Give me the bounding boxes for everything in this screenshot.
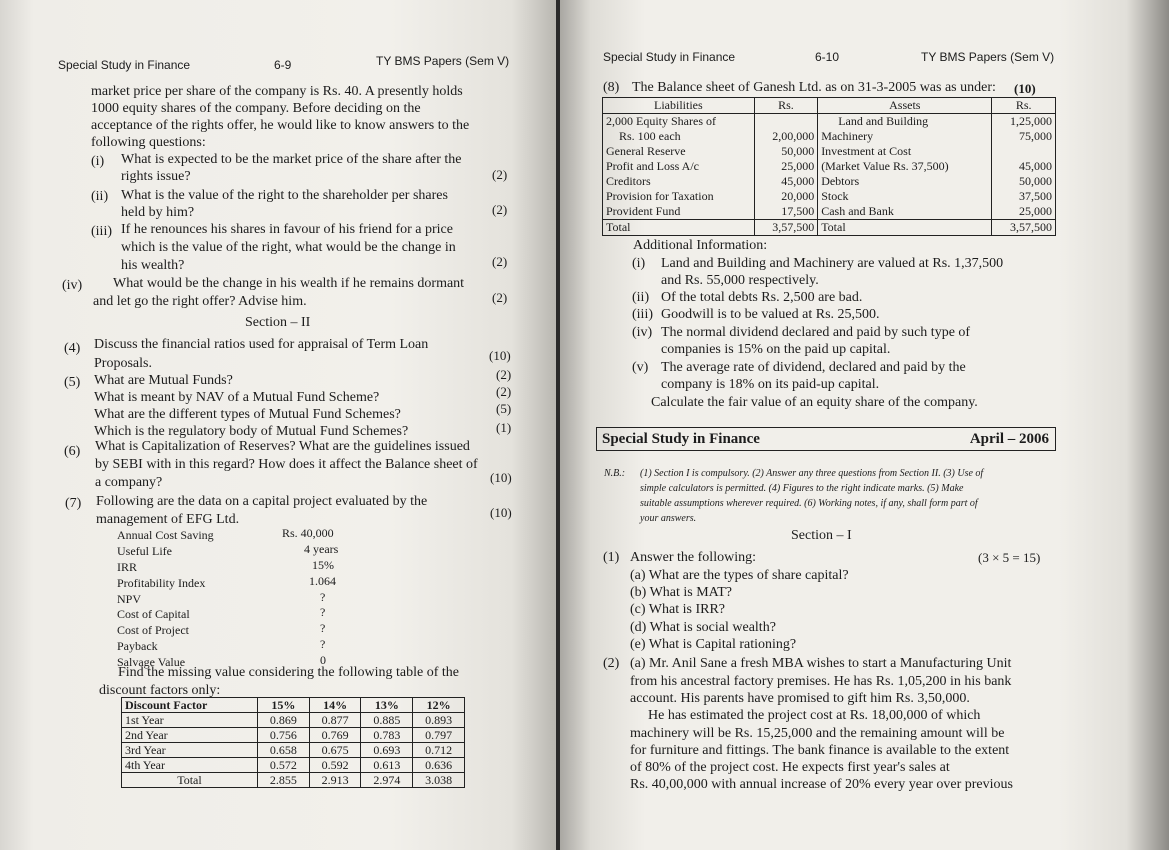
table-cell: 0.885 [361, 713, 413, 728]
table-cell: Debtors [818, 174, 992, 189]
table-cell: 2.913 [309, 773, 361, 788]
table-cell: 0.783 [361, 728, 413, 743]
table-header-cell: Liabilities [603, 98, 755, 114]
text-line: Land and Building and Machinery are valued at Rs. 1,37,500 [661, 256, 1004, 271]
table-header-cell: 13% [361, 698, 413, 713]
table-cell: Stock [818, 189, 992, 204]
marks: (2) [492, 254, 508, 269]
marks: (2) [492, 290, 508, 305]
nb-line: suitable assumptions wherever required. (6) Working notes, if any, shall form part of [640, 498, 978, 509]
table-cell: Land and Building [818, 114, 992, 130]
table-cell: 0.572 [257, 758, 309, 773]
marks: (3 × 5 = 15) [978, 550, 1041, 565]
marks: (10) [490, 470, 512, 485]
table-cell: 37,500 [992, 189, 1056, 204]
page-header-series: TY BMS Papers (Sem V) [376, 54, 510, 68]
table-cell: General Reserve [603, 144, 755, 159]
project-item-value: ? [320, 621, 326, 635]
table-cell: Creditors [603, 174, 755, 189]
table-cell: 4th Year [122, 758, 258, 773]
text-line: and let go the right offer? Advise him. [93, 294, 307, 309]
text-line: If he renounces his shares in favour of his friend for a price [121, 222, 453, 237]
project-item-label: Profitability Index [117, 576, 206, 590]
table-cell: (Market Value Rs. 37,500) [818, 159, 992, 174]
table-cell: Provision for Taxation [603, 189, 755, 204]
text-line: Discuss the financial ratios used for appraisal of Term Loan [94, 337, 429, 352]
text-line: What is expected to be the market price of the share after the [121, 152, 462, 167]
text-line: What are the different types of Mutual Fund Schemes? [94, 407, 401, 422]
table-header-cell: 15% [257, 698, 309, 713]
table-row [603, 174, 1056, 189]
text-line: market price per share of the company is Rs. 40. A presently holds [91, 84, 463, 99]
table-header-cell: Assets [818, 98, 992, 114]
project-item-label: Cost of Capital [117, 607, 190, 621]
text-line: of 80% of the project cost. He expects first year's sales at [630, 760, 950, 775]
right-page [560, 0, 1169, 850]
table-cell [992, 144, 1056, 159]
text-line: acceptance of the rights offer, he would like to know answers to the [91, 118, 470, 133]
text-line: account. His parents have promised to gift him Rs. 3,50,000. [630, 691, 970, 706]
text-line: What is meant by NAV of a Mutual Fund Scheme? [94, 390, 380, 405]
table-cell: 2.855 [257, 773, 309, 788]
text-line: He has estimated the project cost at Rs. 18,00,000 of which [648, 708, 981, 723]
marks: (10) [1014, 81, 1036, 96]
table-cell: 3.038 [413, 773, 465, 788]
item-label: (i) [91, 154, 105, 169]
table-cell: 45,000 [754, 174, 818, 189]
table-row [603, 189, 1056, 204]
text-line: The Balance sheet of Ganesh Ltd. as on 31-3-2005 was as under: [632, 80, 996, 95]
table-cell: 0.636 [413, 758, 465, 773]
text-line: (a) Mr. Anil Sane a fresh MBA wishes to start a Manufacturing Unit [630, 656, 1012, 671]
table-cell: 1,25,000 [992, 114, 1056, 130]
text-line: rights issue? [121, 169, 191, 184]
table-cell: 0.869 [257, 713, 309, 728]
table-row [603, 114, 1056, 130]
table-cell: Total [122, 773, 258, 788]
table-cell: 0.712 [413, 743, 465, 758]
table-cell: 3,57,500 [754, 220, 818, 236]
section-title: Section – II [245, 315, 311, 330]
table-cell: 0.592 [309, 758, 361, 773]
text-line: which is the value of the right, what would be the change in [121, 240, 456, 255]
project-item-value: 4 years [304, 542, 339, 556]
text-line: The average rate of dividend, declared and paid by the [661, 360, 966, 375]
list-item: (d) What is social wealth? [630, 620, 776, 635]
table-cell: 0.893 [413, 713, 465, 728]
text-line: management of EFG Ltd. [96, 512, 240, 527]
paper-date: April – 2006 [969, 431, 1049, 447]
table-cell: Provident Fund [603, 204, 755, 220]
list-item: (b) What is MAT? [630, 585, 732, 600]
table-cell: 75,000 [992, 129, 1056, 144]
project-item-label: IRR [117, 560, 138, 574]
text-line: Answer the following: [630, 550, 756, 565]
item-label: (iv) [62, 278, 83, 293]
question-number: (8) [603, 80, 620, 95]
marks: (2) [492, 202, 508, 217]
table-row [603, 159, 1056, 174]
marks: (10) [489, 348, 511, 363]
project-item-value: ? [320, 637, 326, 651]
table-header-cell: Rs. [754, 98, 818, 114]
table-cell: 2,00,000 [754, 129, 818, 144]
table-header-cell: 12% [413, 698, 465, 713]
text-line: machinery will be Rs. 15,25,000 and the remaining amount will be [630, 726, 1005, 741]
table-row [122, 728, 465, 743]
project-item-value: ? [320, 590, 326, 604]
text-line: company is 18% on its paid-up capital. [661, 377, 880, 392]
table-cell: Machinery [818, 129, 992, 144]
table-total-row [603, 220, 1056, 236]
text-line: Of the total debts Rs. 2,500 are bad. [661, 290, 863, 305]
item-label: (iv) [632, 325, 653, 340]
project-item-value: 0 [320, 653, 326, 667]
table-cell: Total [818, 220, 992, 236]
text-line: What is Capitalization of Reserves? What are the guidelines issued [95, 439, 470, 454]
table-cell: 2,000 Equity Shares of [603, 114, 755, 130]
marks: (5) [496, 401, 512, 416]
text-line: What are Mutual Funds? [94, 373, 233, 388]
table-row [603, 129, 1056, 144]
table-cell: 1st Year [122, 713, 258, 728]
table-cell: 25,000 [992, 204, 1056, 220]
project-item-value: 15% [312, 558, 334, 572]
text-line: his wealth? [121, 258, 185, 273]
table-cell: 3,57,500 [992, 220, 1056, 236]
nb-line: simple calculators is permitted. (4) Figures to the right indicate marks. (5) Make [640, 483, 964, 494]
table-cell: 0.756 [257, 728, 309, 743]
question-number: (7) [65, 496, 82, 511]
marks: (2) [492, 167, 508, 182]
table-cell: 0.675 [309, 743, 361, 758]
nb-line: your answers. [640, 513, 697, 524]
item-label: (ii) [91, 189, 109, 204]
table-cell: 17,500 [754, 204, 818, 220]
text-line: held by him? [121, 205, 195, 220]
nb-line: (1) Section I is compulsory. (2) Answer any three questions from Section II. (3) Use of [640, 468, 984, 479]
table-cell: Total [603, 220, 755, 236]
list-item: (a) What are the types of share capital? [630, 568, 849, 583]
project-item-label: Useful Life [117, 544, 172, 558]
table-cell: 50,000 [992, 174, 1056, 189]
text-line: a company? [95, 475, 163, 490]
question-number: (1) [603, 550, 620, 565]
table-row [122, 713, 465, 728]
marks: (1) [496, 420, 512, 435]
table-row [122, 743, 465, 758]
table-cell: Cash and Bank [818, 204, 992, 220]
item-label: (ii) [632, 290, 650, 305]
page-header-series: TY BMS Papers (Sem V) [921, 50, 1055, 64]
table-cell: 20,000 [754, 189, 818, 204]
table-cell: 2nd Year [122, 728, 258, 743]
discount-factor-table [121, 697, 465, 788]
table-cell: 0.797 [413, 728, 465, 743]
project-item-value: ? [320, 605, 326, 619]
text-line: Proposals. [94, 356, 152, 371]
list-item: (c) What is IRR? [630, 602, 725, 617]
text-line: Calculate the fair value of an equity share of the company. [651, 395, 978, 410]
table-header-row [122, 698, 465, 713]
text-line: The normal dividend declared and paid by such type of [661, 325, 971, 340]
marks: (2) [496, 367, 512, 382]
table-cell: 0.769 [309, 728, 361, 743]
additional-info-title: Additional Information: [633, 238, 768, 253]
table-row [603, 204, 1056, 220]
paper-title: Special Study in Finance [602, 431, 760, 447]
table-cell [754, 114, 818, 130]
text-line: Find the missing value considering the following table of the [118, 665, 459, 680]
item-label: (i) [632, 256, 646, 271]
paper-title-box [596, 427, 1056, 451]
table-total-row [122, 773, 465, 788]
text-line: Rs. 40,00,000 with annual increase of 20% every year over previous [630, 777, 1013, 792]
table-header-cell: Discount Factor [122, 698, 258, 713]
question-number: (2) [603, 656, 620, 671]
table-row [603, 144, 1056, 159]
table-cell: 45,000 [992, 159, 1056, 174]
question-number: (4) [64, 341, 81, 356]
left-page [0, 0, 556, 850]
section-title: Section – I [791, 528, 852, 543]
item-label: (v) [632, 360, 649, 375]
question-number: (5) [64, 375, 81, 390]
text-line: by SEBI with in this regard? How does it affect the Balance sheet of [95, 457, 478, 472]
table-cell: Investment at Cost [818, 144, 992, 159]
table-cell: 0.877 [309, 713, 361, 728]
text-line: and Rs. 55,000 respectively. [661, 273, 819, 288]
item-label: (iii) [91, 224, 112, 239]
page-header-book: Special Study in Finance [603, 50, 736, 64]
nb-label: N.B.: [604, 468, 626, 479]
table-cell: 50,000 [754, 144, 818, 159]
table-cell: 2.974 [361, 773, 413, 788]
text-line: Which is the regulatory body of Mutual Fund Schemes? [94, 424, 409, 439]
marks: (10) [490, 505, 512, 520]
project-item-label: Payback [117, 639, 158, 653]
text-line: 1000 equity shares of the company. Before deciding on the [91, 101, 421, 116]
marks: (2) [496, 384, 512, 399]
page-number: 6-9 [274, 58, 292, 72]
table-cell: Profit and Loss A/c [603, 159, 755, 174]
project-item-label: Cost of Project [117, 623, 189, 637]
text-line: from his ancestral factory premises. He has Rs. 1,05,200 in his bank [630, 674, 1012, 689]
item-label: (iii) [632, 307, 653, 322]
project-item-value: Rs. 40,000 [282, 526, 334, 540]
text-line: What would be the change in his wealth if he remains dormant [113, 276, 465, 291]
table-cell: 3rd Year [122, 743, 258, 758]
page-header-book: Special Study in Finance [58, 58, 191, 72]
table-cell: 0.658 [257, 743, 309, 758]
table-cell: 0.613 [361, 758, 413, 773]
project-item-label: NPV [117, 592, 142, 606]
question-number: (6) [64, 444, 81, 459]
table-cell: 0.693 [361, 743, 413, 758]
table-header-row [603, 98, 1056, 114]
table-cell: 25,000 [754, 159, 818, 174]
text-line: Goodwill is to be valued at Rs. 25,500. [661, 307, 880, 322]
table-row [122, 758, 465, 773]
project-item-value: 1.064 [309, 574, 336, 588]
balance-sheet-table [602, 97, 1056, 236]
text-line: following questions: [91, 135, 206, 150]
text-line: companies is 15% on the paid up capital. [661, 342, 891, 357]
project-item-label: Salvage Value [117, 655, 186, 669]
project-item-label: Annual Cost Saving [117, 528, 214, 542]
table-header-cell: Rs. [992, 98, 1056, 114]
text-line: What is the value of the right to the shareholder per shares [121, 188, 448, 203]
table-header-cell: 14% [309, 698, 361, 713]
text-line: discount factors only: [99, 683, 221, 698]
text-line: Following are the data on a capital project evaluated by the [96, 494, 428, 509]
page-number: 6-10 [815, 50, 840, 64]
text-line: for furniture and fittings. The bank finance is available to the extent [630, 743, 1010, 758]
list-item: (e) What is Capital rationing? [630, 637, 797, 652]
table-cell: Rs. 100 each [603, 129, 755, 144]
